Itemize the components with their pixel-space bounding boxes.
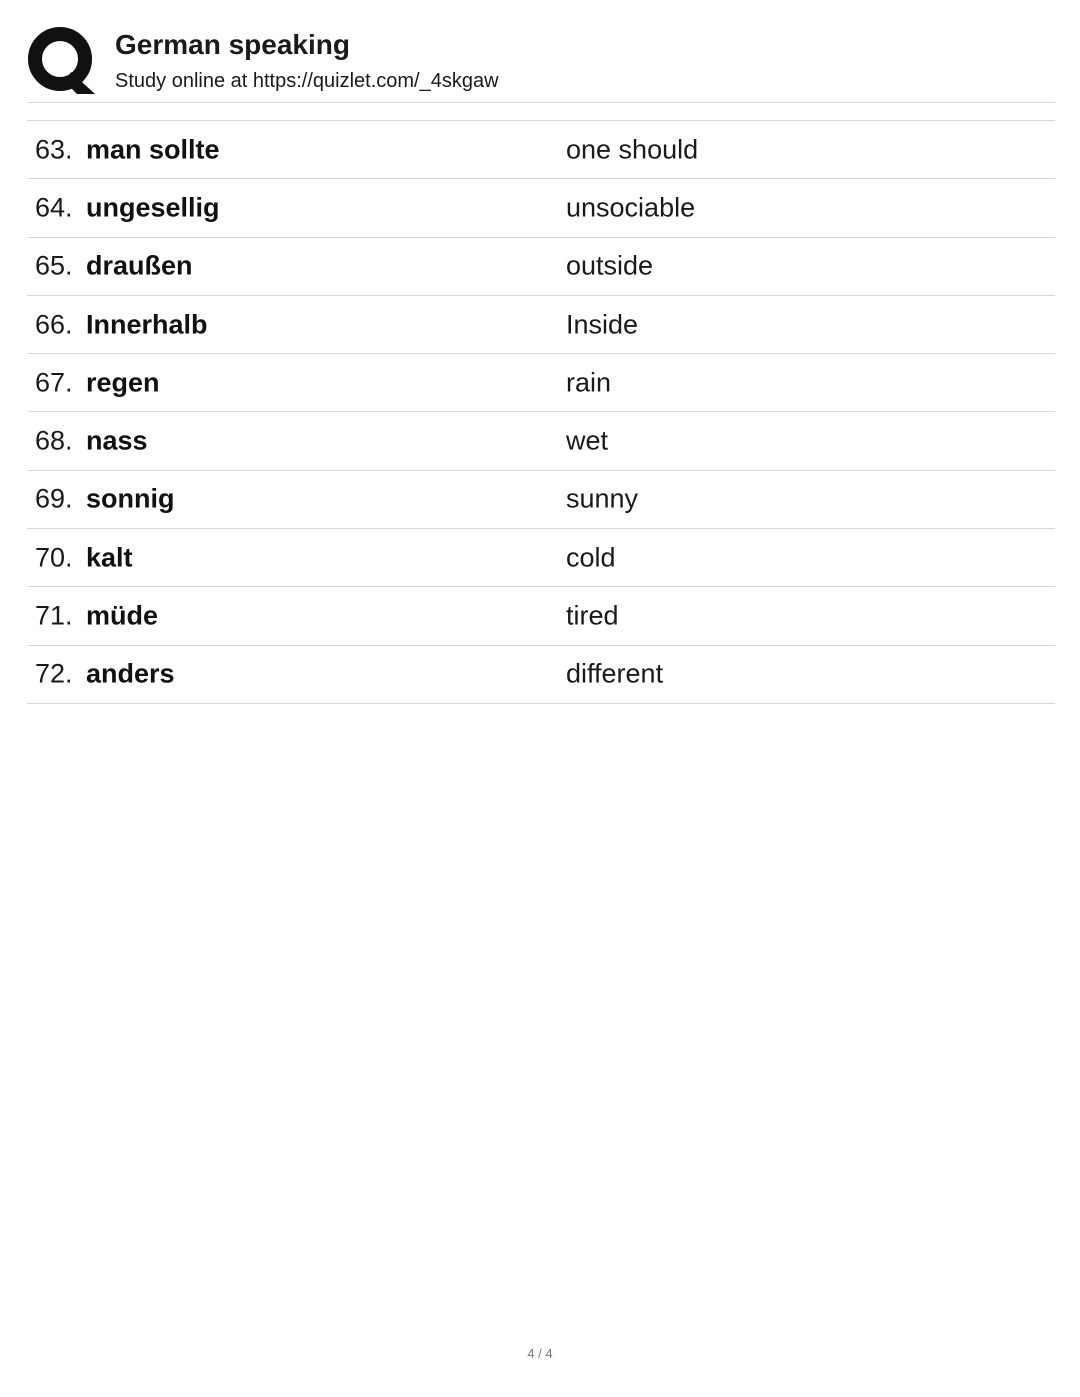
term-row (27, 121, 1055, 179)
term-number: 65. (35, 250, 73, 281)
term-number: 71. (35, 600, 73, 631)
term-row (27, 529, 1055, 587)
term-word: regen (86, 367, 160, 398)
term-row (27, 296, 1055, 354)
term-word: anders (86, 658, 175, 689)
term-number: 67. (35, 367, 73, 398)
term-row (27, 354, 1055, 412)
term-word: ungesellig (86, 192, 220, 223)
term-definition: different (566, 658, 664, 689)
quizlet-q-logo-icon (27, 26, 97, 96)
term-row (27, 587, 1055, 645)
term-word: man sollte (86, 134, 220, 165)
term-word: nass (86, 425, 148, 456)
term-row (27, 238, 1055, 296)
term-word: draußen (86, 250, 193, 281)
term-row (27, 179, 1055, 237)
term-number: 70. (35, 542, 73, 573)
term-definition: cold (566, 542, 616, 573)
term-number: 69. (35, 483, 73, 514)
study-online-link[interactable]: Study online at https://quizlet.com/_4skgaw (115, 70, 499, 92)
term-definition: wet (566, 425, 609, 456)
page-header (27, 26, 1055, 103)
term-definition: unsociable (566, 192, 696, 223)
term-number: 66. (35, 309, 73, 340)
term-definition: sunny (566, 483, 639, 514)
term-word: sonnig (86, 483, 175, 514)
term-definition: one should (566, 134, 699, 165)
term-word: Innerhalb (86, 309, 208, 340)
term-number: 68. (35, 425, 73, 456)
page-number: 4 / 4 (527, 1346, 553, 1361)
term-word: müde (86, 600, 159, 631)
term-number: 64. (35, 192, 73, 223)
term-row (27, 412, 1055, 470)
term-row (27, 646, 1055, 704)
term-word: kalt (86, 542, 133, 573)
term-row (27, 471, 1055, 529)
term-number: 63. (35, 134, 73, 165)
terms-list (27, 120, 1055, 704)
set-title: German speaking (115, 29, 350, 60)
term-definition: outside (566, 250, 654, 281)
term-definition: tired (566, 600, 619, 631)
term-definition: rain (566, 367, 612, 398)
term-number: 72. (35, 658, 73, 689)
term-definition: Inside (566, 309, 639, 340)
